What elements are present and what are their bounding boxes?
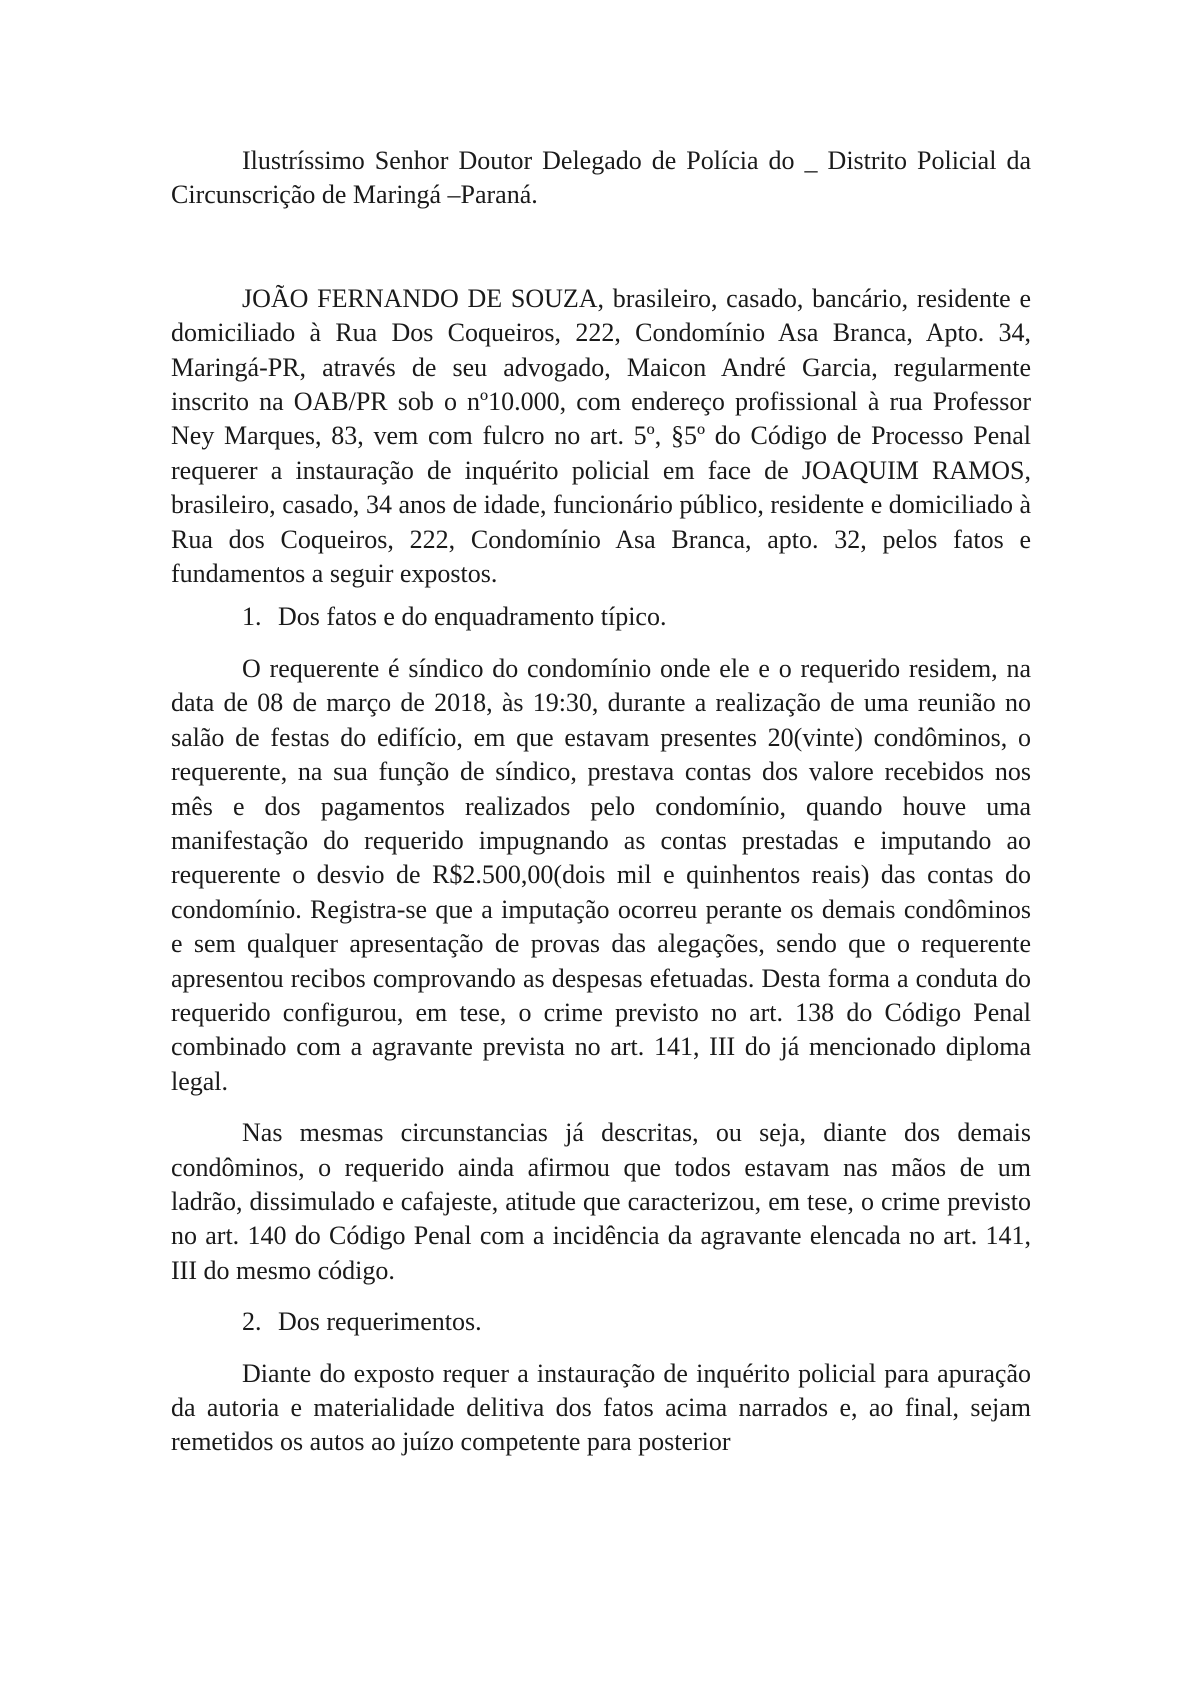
- requests-paragraph: Diante do exposto requer a instauração de inquérito policial para apuração da autoria e materialidade delitiva dos fatos acima narrados e, ao final, sejam remetidos os autos ao juízo competente para posterior: [171, 1358, 1031, 1457]
- facts-paragraph-1: O requerente é síndico do condomínio onde ele e o requerido residem, na data de 08 de março de 2018, às 19:30, durante a realização de uma reunião no salão de festas do edifício, em que estavam presentes 20(vinte) condôminos, o requerente, na sua função de síndico, prestava contas dos valore recebidos nos mês e dos pagamentos realizados pelo condomínio, quando houve uma manifestação do requerido impugnando as contas prestadas e imputando ao requerente o desvio de R$2.500,00(dois mil e quinhentos reais) das contas do condomínio. Registra-se que a imputação ocorreu perante os demais condôminos e sem qualquer apresentação de provas das alegações, sendo que o requerente apresentou recibos comprovando as despesas efetuadas. Desta forma a conduta do requerido configurou, em tese, o crime previsto no art. 138 do Código Penal combinado com a agravante prevista no art. 141, III do já mencionado diploma legal.: [171, 653, 1031, 1096]
- spacer: [171, 1340, 1031, 1357]
- intro-paragraph: JOÃO FERNANDO DE SOUZA, brasileiro, casado, bancário, residente e domiciliado à Rua Dos Coqueiros, 222, Condomínio Asa Branca, Apto. 34, Maringá-PR, através de seu advogado, Maicon André Garcia, regularmente inscrito na OAB/PR sob o nº10.000, com endereço profissional à rua Professor Ney Marques, 83, vem com fulcro no art. 5º, §5º do Código de Processo Penal requerer a instauração de inquérito policial em face de JOAQUIM RAMOS, brasileiro, casado, 34 anos de idade, funcionário público, residente e domiciliado à Rua dos Coqueiros, 222, Condomínio Asa Branca, apto. 32, pelos fatos e fundamentos a seguir expostos.: [171, 283, 1031, 589]
- spacer: [171, 1288, 1031, 1305]
- document-body: [171, 144, 1031, 1460]
- spacer: [171, 591, 1031, 600]
- spacer: [171, 213, 1031, 282]
- spacer: [171, 1099, 1031, 1116]
- section-title: Dos requerimentos.: [278, 1307, 482, 1337]
- facts-paragraph-2: Nas mesmas circunstancias já descritas, ou seja, diante dos demais condôminos, o requerido ainda afirmou que todos estavam nas mãos de um ladrão, dissimulado e cafajeste, atitude que caracterizou, em tese, o crime previsto no art. 140 do Código Penal com a incidência da agravante elencada no art. 141, III do mesmo código.: [171, 1118, 1031, 1285]
- section-title: Dos fatos e do enquadramento típico.: [278, 602, 667, 632]
- section-number: 1.: [242, 602, 262, 632]
- address-paragraph: Ilustríssimo Senhor Doutor Delegado de Polícia do _ Distrito Policial da Circunscrição de Maringá –Paraná.: [171, 146, 1031, 210]
- spacer: [171, 635, 1031, 652]
- section-number: 2.: [242, 1307, 262, 1337]
- section-heading-facts: [171, 600, 1031, 634]
- section-heading-requests: [171, 1305, 1031, 1339]
